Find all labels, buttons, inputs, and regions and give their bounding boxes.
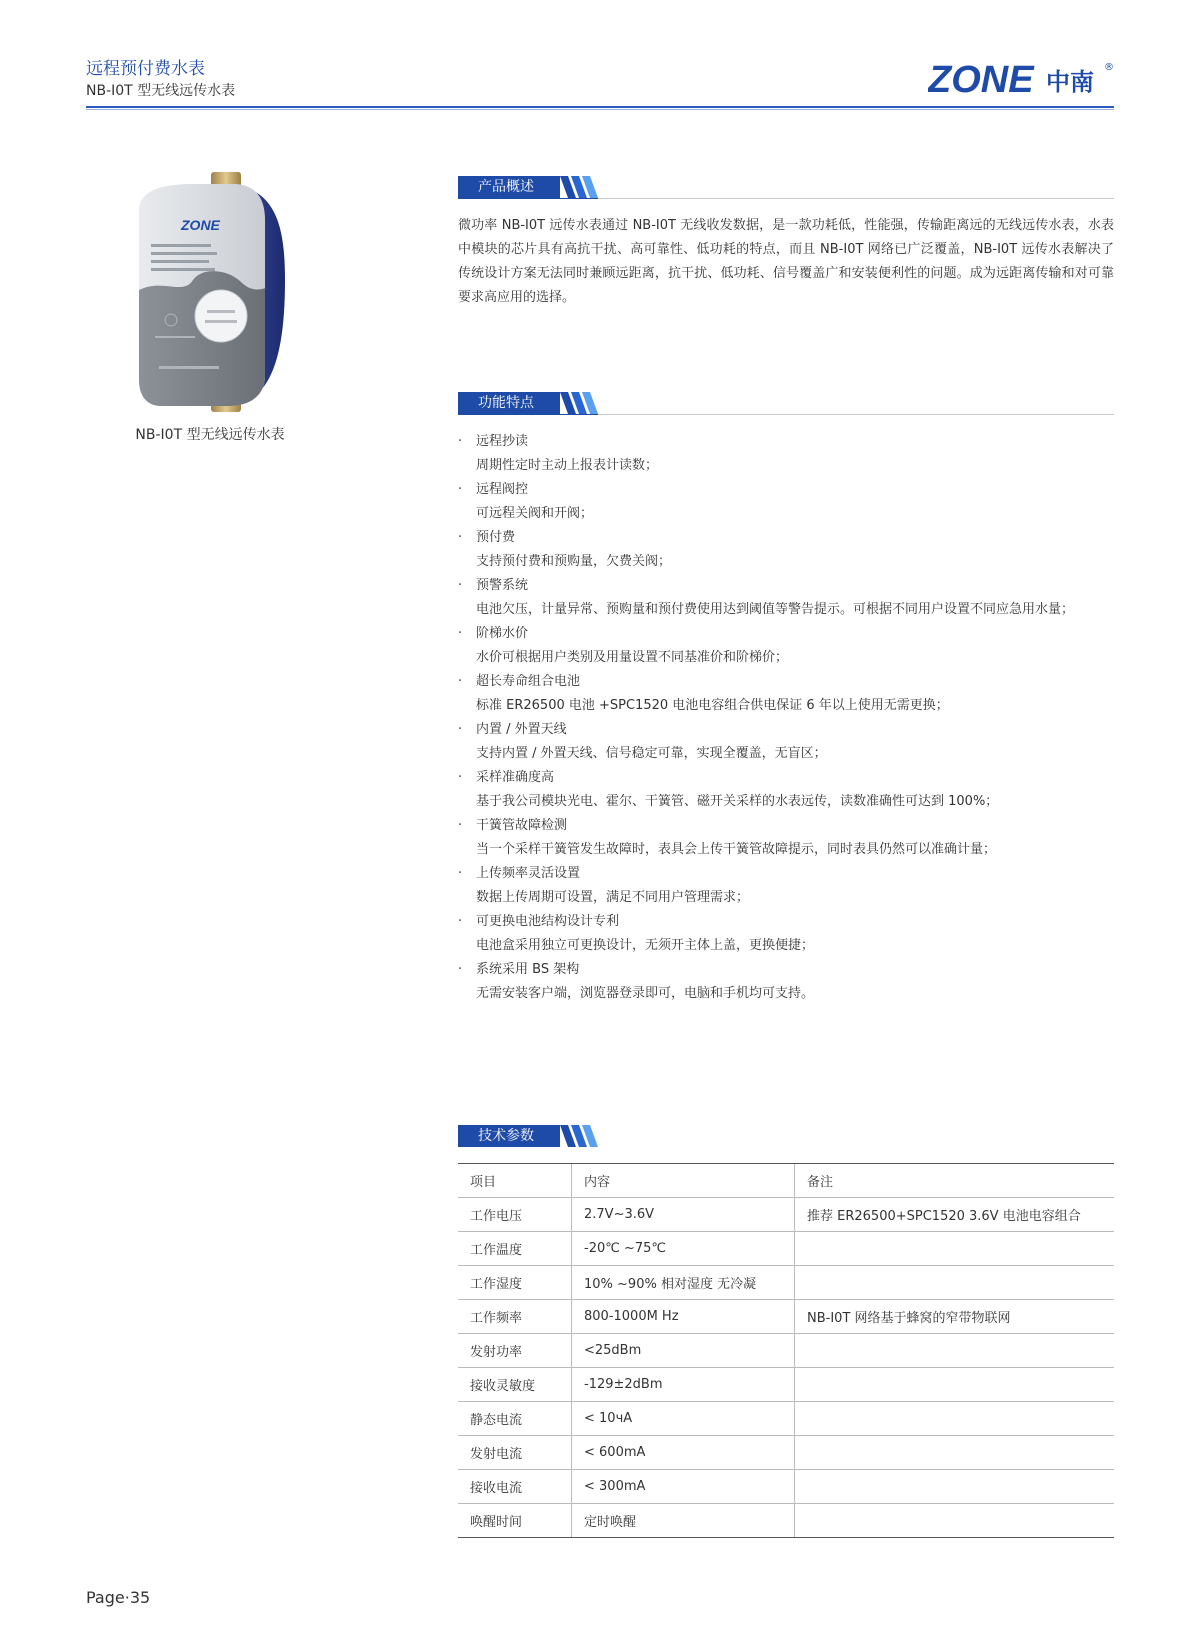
table-row xyxy=(458,1504,1114,1538)
column-header: 备注 xyxy=(795,1164,1115,1198)
table-cell xyxy=(795,1436,1115,1470)
table-cell: < 10чA xyxy=(572,1402,795,1436)
feature-desc: 标准 ER26500 电池 +SPC1520 电池电容组合供电保证 6 年以上使用无需更换； xyxy=(476,698,949,713)
table-cell: 唤醒时间 xyxy=(458,1504,572,1538)
column-header: 内容 xyxy=(572,1164,795,1198)
feature-title: · 远程抄读 xyxy=(458,430,1114,454)
table-cell: 发射电流 xyxy=(458,1436,572,1470)
table-row xyxy=(458,1198,1114,1232)
feature-item xyxy=(458,862,1114,910)
feature-item xyxy=(458,526,1114,574)
logo-cn-text: 中南 xyxy=(1046,68,1094,96)
section-heading-overview xyxy=(458,176,1114,202)
page-header-subtitle: NB-I0T 型无线远传水表 xyxy=(86,83,236,99)
section-title: 功能特点 xyxy=(458,392,560,414)
feature-desc: 水价可根据用户类别及用量设置不同基准价和阶梯价； xyxy=(476,650,789,665)
feature-title: · 采样准确度高 xyxy=(458,766,1114,790)
feature-desc: 电池欠压，计量异常、预购量和预付费使用达到阈值等警告提示。可根据不同用户设置不同应急用水量； xyxy=(476,602,1075,617)
table-cell: <25dBm xyxy=(572,1334,795,1368)
table-cell xyxy=(795,1266,1115,1300)
feature-desc: 可远程关阀和开阀； xyxy=(476,506,594,521)
header-rule-thin xyxy=(86,109,1114,110)
feature-item xyxy=(458,718,1114,766)
feature-desc: 电池盒采用独立可更换设计，无须开主体上盖，更换便捷； xyxy=(476,938,815,953)
feature-title: · 预警系统 xyxy=(458,574,1114,598)
feature-desc: 支持预付费和预购量，欠费关阀； xyxy=(476,554,672,569)
section-rule-accent xyxy=(458,414,598,415)
feature-desc: 数据上传周期可设置，满足不同用户管理需求； xyxy=(476,890,750,905)
feature-title: · 预付费 xyxy=(458,526,1114,550)
table-cell: 2.7V~3.6V xyxy=(572,1198,795,1232)
svg-text:ZONE: ZONE xyxy=(181,217,220,233)
table-row xyxy=(458,1334,1114,1368)
feature-title: · 可更换电池结构设计专利 xyxy=(458,910,1114,934)
feature-item xyxy=(458,814,1114,862)
feature-title: · 内置 / 外置天线 xyxy=(458,718,1114,742)
table-cell: NB-I0T 网络基于蜂窝的窄带物联网 xyxy=(795,1300,1115,1334)
table-cell: 工作频率 xyxy=(458,1300,572,1334)
table-cell: 发射功率 xyxy=(458,1334,572,1368)
feature-title: · 干簧管故障检测 xyxy=(458,814,1114,838)
page-header-title: 远程预付费水表 xyxy=(86,59,205,79)
section-heading-specs xyxy=(458,1125,1114,1151)
overview-paragraph: 微功率 NB-I0T 远传水表通过 NB-I0T 无线收发数据，是一款功耗低，性能强，传输距离远的无线远传水表，水表中模块的芯片具有高抗干扰、高可靠性、低功耗的特点，而且 NB-I0T 网络已广泛覆盖，NB-I0T 远传水表解决了传统设计方案无法同时兼顾远距离，抗干扰、低功耗、信号覆盖广和安装便利性的问题。成为远距离传输和对可靠要求高应用的选择。 xyxy=(458,218,1114,305)
table-cell: 10% ~90% 相对湿度 无冷凝 xyxy=(572,1266,795,1300)
table-cell: 800-1000M Hz xyxy=(572,1300,795,1334)
feature-item xyxy=(458,910,1114,958)
table-header-row xyxy=(458,1164,1114,1198)
feature-desc: 周期性定时主动上报表计读数； xyxy=(476,458,659,473)
feature-title: · 上传频率灵活设置 xyxy=(458,862,1114,886)
stripes-icon xyxy=(560,1125,598,1148)
feature-title: · 远程阀控 xyxy=(458,478,1114,502)
feature-desc: 基于我公司模块光电、霍尔、干簧管、磁开关采样的水表远传，读数准确性可达到 100%； xyxy=(476,794,999,809)
water-meter-icon xyxy=(133,170,303,418)
table-cell: 工作温度 xyxy=(458,1232,572,1266)
spec-table xyxy=(458,1163,1114,1538)
feature-desc: 无需安装客户端，浏览器登录即可，电脑和手机均可支持。 xyxy=(476,986,815,1001)
feature-item xyxy=(458,478,1114,526)
feature-desc: 当一个采样干簧管发生故障时，表具会上传干簧管故障提示，同时表具仍然可以准确计量； xyxy=(476,842,997,857)
section-rule xyxy=(598,414,1114,415)
section-rule xyxy=(598,198,1114,199)
section-title: 产品概述 xyxy=(458,176,560,198)
table-row xyxy=(458,1402,1114,1436)
feature-title: · 系统采用 BS 架构 xyxy=(458,958,1114,982)
brand-logo xyxy=(928,56,1118,100)
table-cell xyxy=(795,1368,1115,1402)
table-cell xyxy=(795,1334,1115,1368)
feature-item xyxy=(458,766,1114,814)
table-cell xyxy=(795,1232,1115,1266)
feature-item xyxy=(458,670,1114,718)
table-cell: 工作湿度 xyxy=(458,1266,572,1300)
table-cell: < 600mA xyxy=(572,1436,795,1470)
table-cell xyxy=(795,1504,1115,1538)
feature-list xyxy=(458,430,1114,1006)
header-rule xyxy=(86,106,1114,108)
feature-item xyxy=(458,958,1114,1006)
table-row xyxy=(458,1232,1114,1266)
feature-title: · 超长寿命组合电池 xyxy=(458,670,1114,694)
table-row xyxy=(458,1266,1114,1300)
table-cell: < 300mA xyxy=(572,1470,795,1504)
table-cell: 定时唤醒 xyxy=(572,1504,795,1538)
feature-item xyxy=(458,430,1114,478)
table-cell: -129±2dBm xyxy=(572,1368,795,1402)
feature-title: · 阶梯水价 xyxy=(458,622,1114,646)
stripes-icon xyxy=(560,176,598,199)
page-number: Page·35 xyxy=(86,1588,151,1607)
table-row xyxy=(458,1300,1114,1334)
table-cell: 推荐 ER26500+SPC1520 3.6V 电池电容组合 xyxy=(795,1198,1115,1232)
table-row xyxy=(458,1470,1114,1504)
table-row xyxy=(458,1436,1114,1470)
logo-latin-text: ZONE xyxy=(928,59,1034,100)
table-cell: -20℃ ~75℃ xyxy=(572,1232,795,1266)
table-cell: 工作电压 xyxy=(458,1198,572,1232)
logo-registered-mark: ® xyxy=(1104,62,1114,73)
column-header: 项目 xyxy=(458,1164,572,1198)
table-cell xyxy=(795,1402,1115,1436)
section-heading-features xyxy=(458,392,1114,418)
table-cell: 接收灵敏度 xyxy=(458,1368,572,1402)
stripes-icon xyxy=(560,392,598,415)
table-cell: 静态电流 xyxy=(458,1402,572,1436)
table-cell: 接收电流 xyxy=(458,1470,572,1504)
section-rule-accent xyxy=(458,198,598,199)
product-caption: NB-I0T 型无线远传水表 xyxy=(135,427,285,443)
feature-item xyxy=(458,574,1114,622)
section-title: 技术参数 xyxy=(458,1125,560,1147)
table-cell xyxy=(795,1470,1115,1504)
feature-item xyxy=(458,622,1114,670)
table-row xyxy=(458,1368,1114,1402)
feature-desc: 支持内置 / 外置天线、信号稳定可靠，实现全覆盖，无盲区； xyxy=(476,746,827,761)
